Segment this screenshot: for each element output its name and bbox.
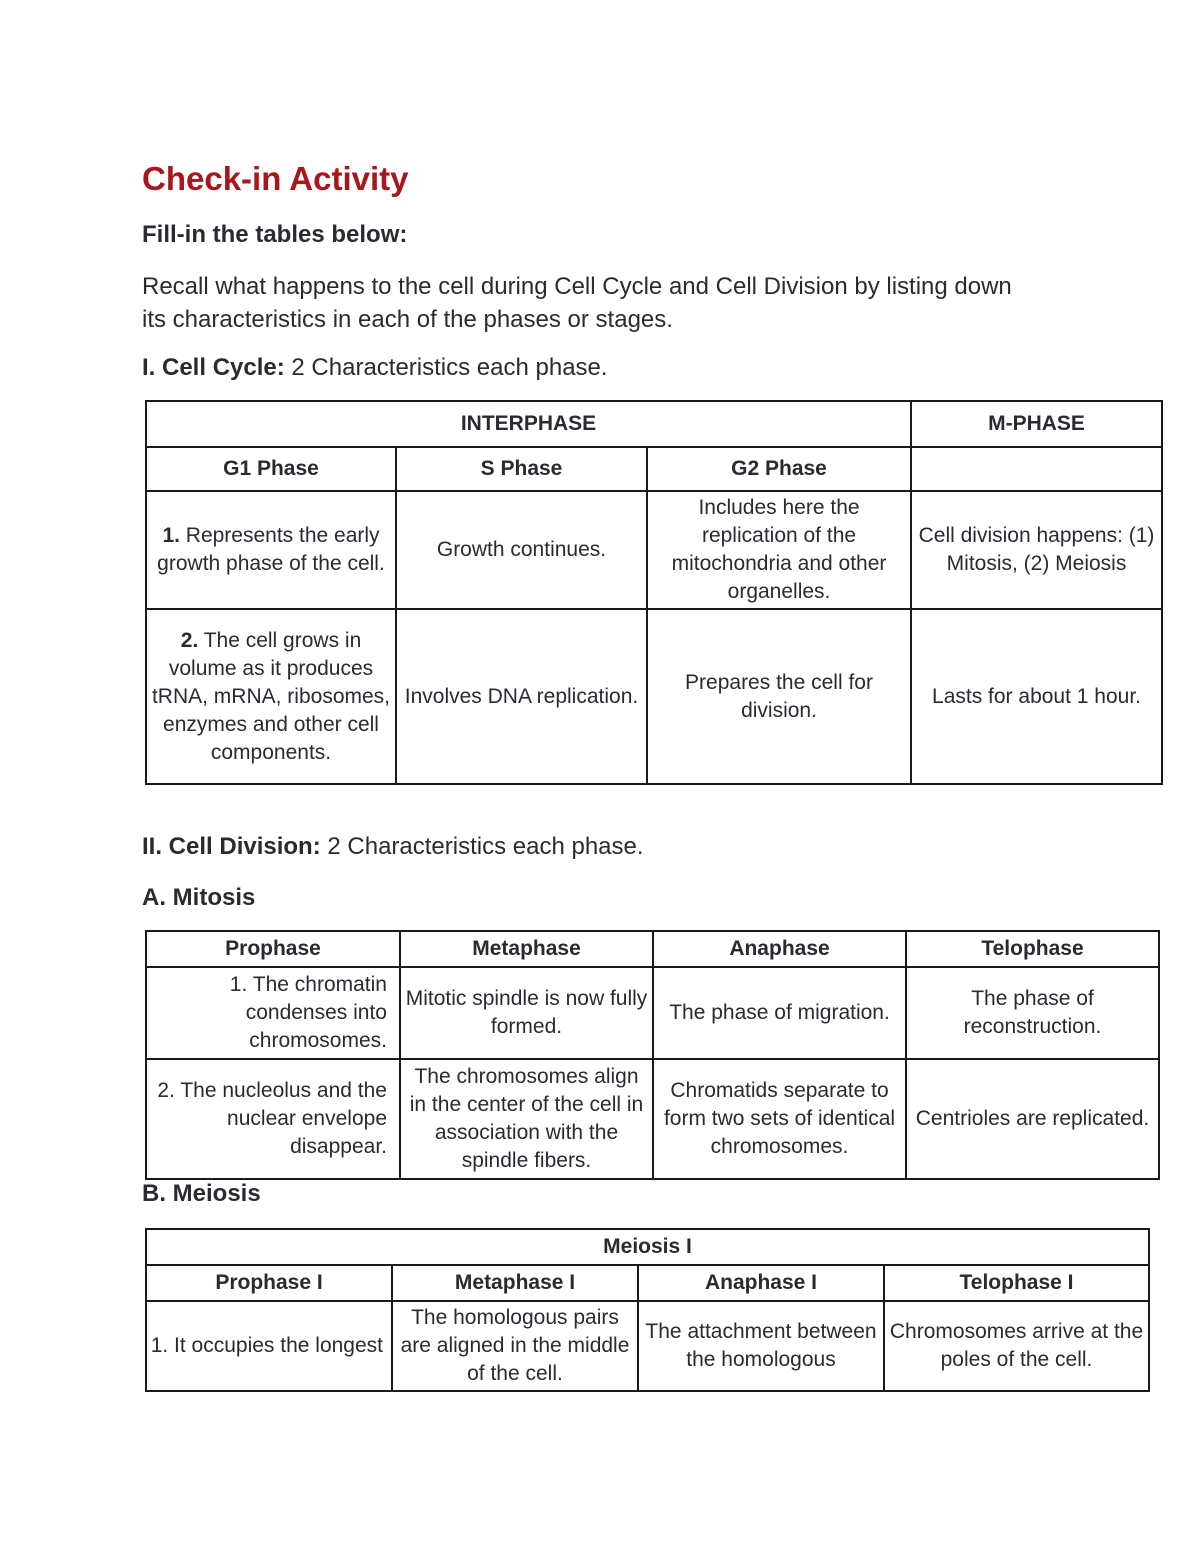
telophase-header: Telophase (906, 931, 1159, 967)
m-characteristic-1: Cell division happens: (1) Mitosis, (2) Meiosis (911, 491, 1162, 609)
meiosis-heading: B. Meiosis (142, 1180, 261, 1207)
cell-cycle-heading-label: I. Cell Cycle: (142, 354, 285, 381)
anaphase-i-characteristic-1: The attachment between the homologous (638, 1301, 884, 1391)
cell-division-heading (142, 833, 644, 861)
item-number: 2. (180, 628, 199, 652)
interphase-header: INTERPHASE (146, 401, 911, 447)
telophase-characteristic-2: Centrioles are replicated. (906, 1059, 1159, 1179)
item-text: The cell grows in volume as it produces tRNA, mRNA, ribosomes, enzymes and other cell components. (151, 628, 391, 764)
m-phase-subheader (911, 447, 1162, 491)
anaphase-characteristic-1: The phase of migration. (653, 967, 906, 1059)
anaphase-characteristic-2: Chromatids separate to form two sets of identical chromosomes. (653, 1059, 906, 1179)
cell-division-heading-note: 2 Characteristics each phase. (320, 833, 644, 860)
m-phase-header: M-PHASE (911, 401, 1162, 447)
metaphase-i-characteristic-1: The homologous pairs are aligned in the middle of the cell. (392, 1301, 638, 1391)
prophase-i-header: Prophase I (146, 1265, 392, 1301)
g2-phase-header: G2 Phase (647, 447, 911, 491)
telophase-characteristic-1: The phase of reconstruction. (906, 967, 1159, 1059)
meiosis-i-header: Meiosis I (146, 1229, 1149, 1265)
cell-division-heading-label: II. Cell Division: (142, 833, 321, 860)
s-characteristic-2: Involves DNA replication. (396, 609, 647, 784)
prophase-i-characteristic-1: 1. It occupies the longest (146, 1301, 392, 1391)
s-characteristic-1: Growth continues. (396, 491, 647, 609)
g1-characteristic-2 (146, 609, 396, 784)
meiosis-table (145, 1228, 1150, 1392)
metaphase-header: Metaphase (400, 931, 653, 967)
s-phase-header: S Phase (396, 447, 647, 491)
prophase-characteristic-1: 1. The chromatin condenses into chromosomes. (146, 967, 400, 1059)
mitosis-heading: A. Mitosis (142, 884, 256, 911)
cell-cycle-heading-note: 2 Characteristics each phase. (284, 354, 608, 381)
prophase-characteristic-2: 2. The nucleolus and the nuclear envelope disappear. (146, 1059, 400, 1179)
metaphase-characteristic-1: Mitotic spindle is now fully formed. (400, 967, 653, 1059)
g2-characteristic-1: Includes here the replication of the mitochondria and other organelles. (647, 491, 911, 609)
prophase-header: Prophase (146, 931, 400, 967)
metaphase-characteristic-2: The chromosomes align in the center of the cell in association with the spindle fibers. (400, 1059, 653, 1179)
cell-cycle-heading (142, 354, 608, 382)
intro-paragraph: Recall what happens to the cell during Cell Cycle and Cell Division by listing down its characteristics in each of the phases or stages. (142, 273, 1012, 333)
g1-characteristic-1 (146, 491, 396, 609)
mitosis-table (145, 930, 1160, 1180)
page-subtitle: Fill-in the tables below: (142, 221, 408, 248)
page-title: Check-in Activity (142, 160, 409, 197)
cell-cycle-table (145, 400, 1163, 785)
telophase-i-header: Telophase I (884, 1265, 1149, 1301)
item-text: Represents the early growth phase of the cell. (157, 524, 385, 575)
anaphase-header: Anaphase (653, 931, 906, 967)
telophase-i-characteristic-1: Chromosomes arrive at the poles of the cell. (884, 1301, 1149, 1391)
m-characteristic-2: Lasts for about 1 hour. (911, 609, 1162, 784)
metaphase-i-header: Metaphase I (392, 1265, 638, 1301)
g1-phase-header: G1 Phase (146, 447, 396, 491)
anaphase-i-header: Anaphase I (638, 1265, 884, 1301)
item-number: 1. (162, 524, 180, 547)
g2-characteristic-2: Prepares the cell for division. (647, 609, 911, 784)
